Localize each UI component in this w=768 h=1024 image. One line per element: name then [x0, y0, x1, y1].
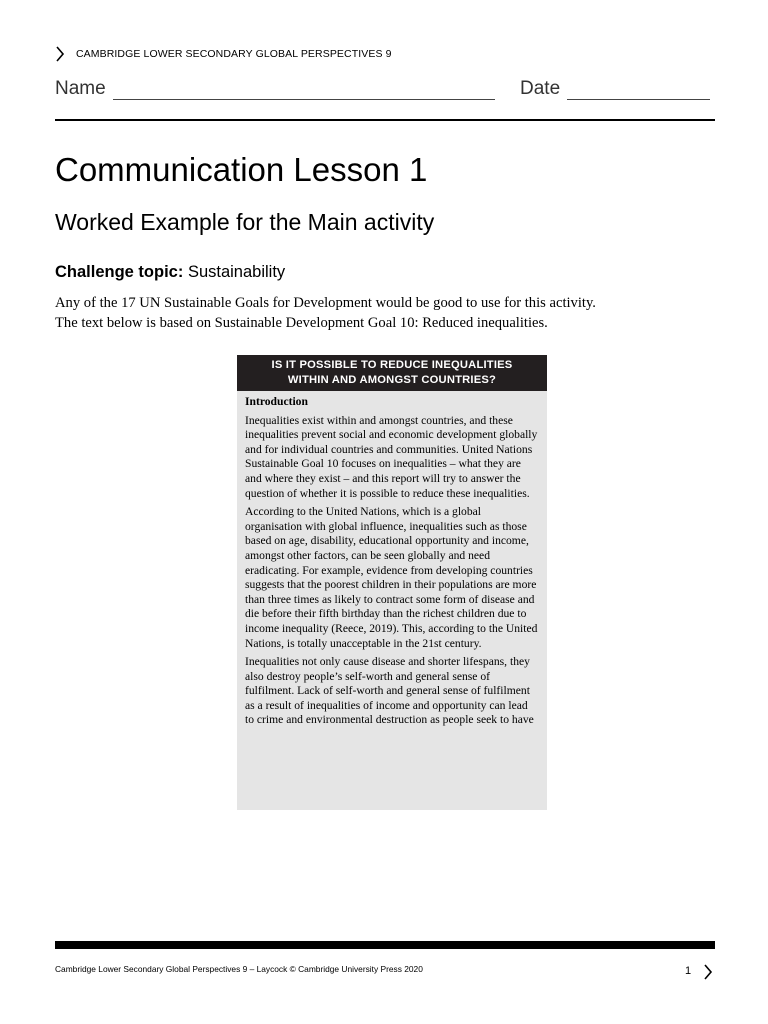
chevron-right-icon[interactable] [703, 963, 713, 981]
date-label: Date [520, 78, 561, 99]
footer-divider [55, 941, 715, 949]
article-paragraph: According to the United Nations, which is a global organisation with global influence, inequalities such as those based on age, disability, educational opportunity and income, amongst other factors, can be seen globally and need eradicating. For example, evidence from developing countries suggests that the poorest children in their populations are more than three times as likely to contract some form of disease and die before their fifth birthday than the richest children due to income inequality (Reece, 2019). This, according to the United Nations, is totally unacceptable in the 21st century. [245, 505, 538, 650]
intro-line: Any of the 17 UN Sustainable Goals for Development would be good to use for this activity. [55, 295, 596, 311]
page-number: 1 [685, 965, 692, 977]
article-heading-line: IS IT POSSIBLE TO REDUCE INEQUALITIES [271, 359, 513, 371]
date-field-line [567, 99, 710, 100]
article-heading [237, 355, 547, 391]
intro-line: The text below is based on Sustainable Development Goal 10: Reduced inequalities. [55, 314, 548, 331]
challenge-label: Challenge topic: [55, 263, 184, 281]
name-label: Name [55, 78, 106, 99]
article-paragraph: Inequalities exist within and amongst countries, and these inequalities prevent social and economic development globally and for individual countries and communities. United Nations Sustainable Goal 10 focuses on inequalities – what they are and where they exist – and this report will try to answer the question of whether it is possible to reduce these inequalities. [245, 413, 538, 500]
article-section-title: Introduction [245, 395, 308, 408]
intro-paragraph [55, 294, 695, 333]
challenge-topic [55, 263, 285, 282]
article-box [237, 355, 547, 810]
chevron-right-icon [55, 45, 65, 63]
lesson-title: Communication Lesson 1 [55, 151, 428, 188]
article-body [237, 391, 547, 728]
series-title: CAMBRIDGE LOWER SECONDARY GLOBAL PERSPECTIVES 9 [76, 48, 392, 60]
challenge-value: Sustainability [187, 263, 286, 281]
article-paragraph: Inequalities not only cause disease and shorter lifespans, they also destroy people’s self-worth and general sense of fulfilment. Lack of self-worth and general sense of fulfilment as a result of inequalities of income and opportunity can lead to crime and environmental destruction as people seek to have [245, 655, 534, 727]
lesson-subtitle: Worked Example for the Main activity [55, 209, 435, 235]
name-field-line [113, 99, 495, 100]
footer-credit: Cambridge Lower Secondary Global Perspectives 9 – Laycock © Cambridge University Press 2020 [55, 964, 423, 974]
article-heading-line: WITHIN AND AMONGST COUNTRIES? [287, 373, 497, 386]
header-divider [55, 119, 715, 121]
